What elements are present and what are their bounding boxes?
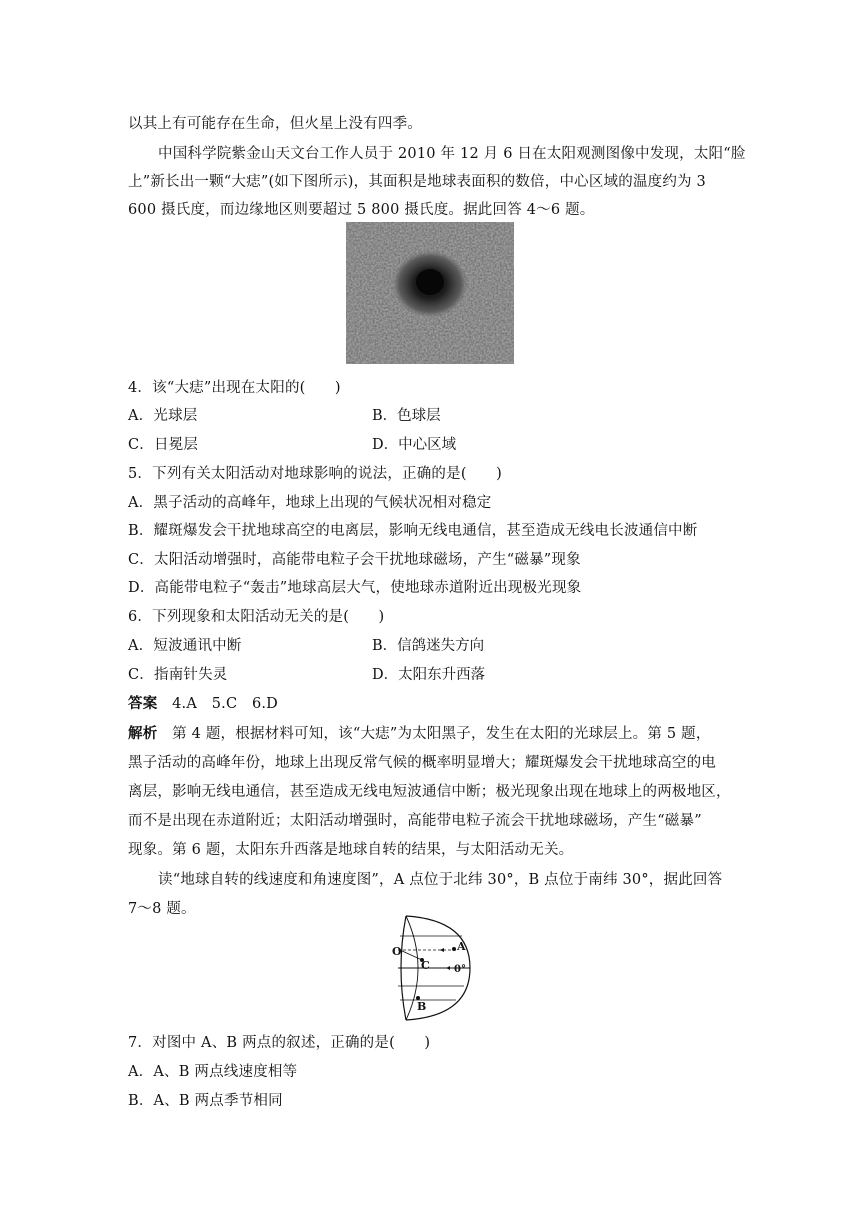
label-c: C bbox=[421, 959, 430, 972]
analysis-text: 第 4 题，根据材料可知，该“大痣”为太阳黑子，发生在太阳的光球层上。第 5 题， bbox=[172, 726, 711, 742]
question-4-option-d: D．中心区域 bbox=[372, 437, 457, 453]
earth-rotation-diagram bbox=[390, 912, 472, 1024]
paragraph-line: 中国科学院紫金山天文台工作人员于 2010 年 12 月 6 日在太阳观测图像中发现，太阳“脸 bbox=[158, 146, 746, 162]
question-5-option-c: C．太阳活动增强时，高能带电粒子会干扰地球磁场，产生“磁暴”现象 bbox=[128, 552, 581, 568]
answer-text: 4.A 5.C 6.D bbox=[172, 696, 279, 712]
question-4-option-a: A．光球层 bbox=[128, 408, 198, 424]
label-a: A bbox=[457, 940, 466, 953]
answer-line bbox=[128, 694, 278, 714]
sunspot-image bbox=[346, 222, 514, 364]
analysis-line: 现象。第 6 题，太阳东升西落是地球自转的结果，与太阳活动无关。 bbox=[128, 842, 574, 858]
question-6-option-d: D．太阳东升西落 bbox=[372, 667, 486, 683]
question-7-option-a: A．A、B 两点线速度相等 bbox=[128, 1064, 298, 1080]
question-5-option-a: A．黑子活动的高峰年，地球上出现的气候状况相对稳定 bbox=[128, 495, 492, 511]
question-5-stem: 5．下列有关太阳活动对地球影响的说法，正确的是( ) bbox=[128, 466, 502, 482]
label-o: O bbox=[392, 945, 402, 958]
question-6-stem: 6．下列现象和太阳活动无关的是( ) bbox=[128, 609, 385, 625]
question-6-option-c: C．指南针失灵 bbox=[128, 667, 228, 683]
question-6-option-a: A．短波通讯中断 bbox=[128, 638, 242, 654]
question-4-stem: 4．该“大痣”出现在太阳的( ) bbox=[128, 380, 341, 396]
label-b: B bbox=[417, 1000, 427, 1013]
paragraph-line: 以其上有可能存在生命，但火星上没有四季。 bbox=[128, 116, 422, 132]
question-7-option-b: B．A、B 两点季节相同 bbox=[128, 1093, 283, 1109]
question-5-option-d: D．高能带电粒子“轰击”地球高层大气，使地球赤道附近出现极光现象 bbox=[128, 580, 582, 596]
analysis-label: 解析 bbox=[128, 725, 158, 742]
answer-label: 答案 bbox=[128, 695, 158, 712]
question-4-option-b: B．色球层 bbox=[372, 408, 441, 424]
analysis-line: 离层，影响无线电通信，甚至造成无线电短波通信中断；极光现象出现在地球上的两极地区， bbox=[128, 784, 731, 800]
paragraph-line: 读“地球自转的线速度和角速度图”，A 点位于北纬 30°，B 点位于南纬 30°，据此回答 bbox=[158, 872, 723, 888]
question-5-option-b: B．耀斑爆发会干扰地球高空的电离层，影响无线电通信，甚至造成无线电长波通信中断 bbox=[128, 523, 698, 539]
label-equator: 0° bbox=[454, 964, 466, 975]
analysis-line: 而不是出现在赤道附近；太阳活动增强时，高能带电粒子流会干扰地球磁场，产生“磁暴” bbox=[128, 813, 702, 829]
question-4-option-c: C．日冕层 bbox=[128, 437, 199, 453]
question-7-stem: 7．对图中 A、B 两点的叙述，正确的是( ) bbox=[128, 1035, 431, 1051]
paragraph-line: 600 摄氏度，而边缘地区则要超过 5 800 摄氏度。据此回答 4～6 题。 bbox=[128, 202, 595, 218]
analysis-line: 黑子活动的高峰年份，地球上出现反常气候的概率明显增大；耀斑爆发会干扰地球高空的电 bbox=[128, 755, 716, 771]
paragraph-line: 上”新长出一颗“大痣”(如下图所示)，其面积是地球表面积的数倍，中心区域的温度约为 3 bbox=[128, 174, 706, 190]
paragraph-line: 7～8 题。 bbox=[128, 901, 196, 917]
question-6-option-b: B．信鸽迷失方向 bbox=[372, 638, 485, 654]
analysis-line bbox=[128, 724, 711, 744]
